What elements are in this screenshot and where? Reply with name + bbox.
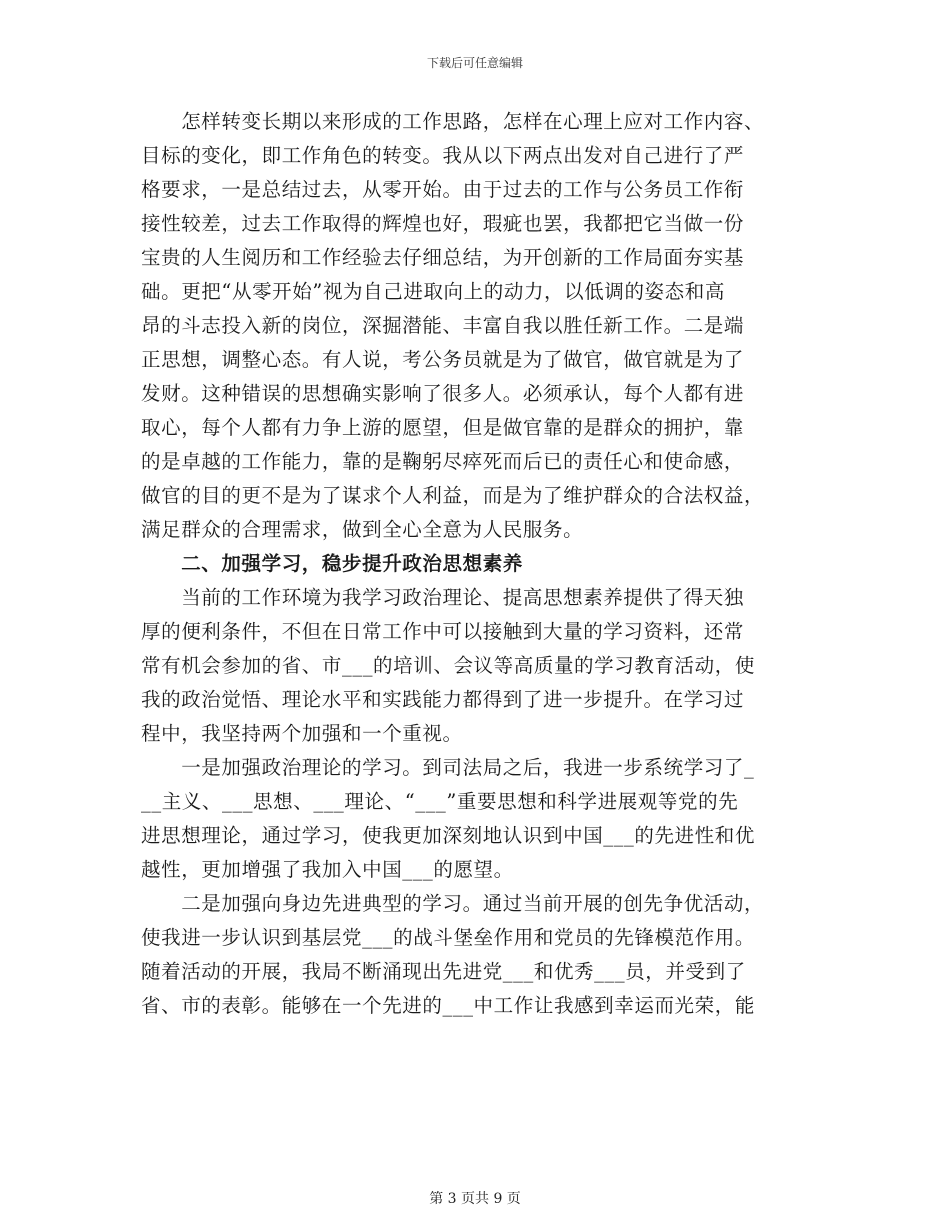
- paragraph-line: 目标的变化，即工作角色的转变。我从以下两点出发对自己进行了严: [141, 144, 745, 167]
- section-heading: 二、加强学习，稳步提升政治思想素养: [141, 552, 523, 575]
- document-body: [141, 105, 811, 1023]
- paragraph-line: 正思想，调整心态。有人说，考公务员就是为了做官，做官就是为了: [141, 348, 745, 371]
- paragraph-line: 的是卓越的工作能力，靠的是鞠躬尽瘁死而后已的责任心和使命感，: [141, 450, 745, 473]
- paragraph-line: 省、市的表彰。能够在一个先进的___中工作让我感到幸运而光荣，能: [141, 994, 755, 1017]
- paragraph-line: 使我进一步认识到基层党___的战斗堡垒作用和党员的先锋模范作用。: [141, 926, 755, 949]
- paragraph-line: 程中，我坚持两个加强和一个重视。: [141, 722, 463, 745]
- paragraph-line: 满足群众的合理需求，做到全心全意为人民服务。: [141, 518, 584, 541]
- paragraph-line: 二是加强向身边先进典型的学习。通过当前开展的创先争优活动，: [141, 892, 765, 915]
- paragraph-line: __主义、___思想、___理论、“___”重要思想和科学进展观等党的先: [141, 790, 739, 813]
- paragraph-line: 宝贵的人生阅历和工作经验去仔细总结，为开创新的工作局面夯实基: [141, 246, 745, 269]
- paragraph-line: 础。更把“从零开始”视为自己进取向上的动力，以低调的姿态和高: [141, 280, 725, 303]
- paragraph-line: 做官的目的更不是为了谋求个人利益，而是为了维护群众的合法权益，: [141, 484, 765, 507]
- paragraph-line: 厚的便利条件，不但在日常工作中可以接触到大量的学习资料，还常: [141, 620, 745, 643]
- paragraph-line: 怎样转变长期以来形成的工作思路，怎样在心理上应对工作内容、: [141, 110, 765, 133]
- paragraph-line: 昂的斗志投入新的岗位，深掘潜能、丰富自我以胜任新工作。二是端: [141, 314, 745, 337]
- paragraph-line: 常有机会参加的省、市___的培训、会议等高质量的学习教育活动，使: [141, 654, 755, 677]
- paragraph-line: 进思想理论，通过学习，使我更加深刻地认识到中国___的先进性和优: [141, 824, 755, 847]
- paragraph-line: 当前的工作环境为我学习政治理论、提高思想素养提供了得天独: [141, 586, 745, 609]
- paragraph-line: 越性，更加增强了我加入中国___的愿望。: [141, 858, 514, 881]
- paragraph-line: 格要求，一是总结过去，从零开始。由于过去的工作与公务员工作衔: [141, 178, 745, 201]
- page-footer: 第 3 页共 9 页: [429, 1191, 521, 1207]
- paragraph-line: 一是加强政治理论的学习。到司法局之后，我进一步系统学习了_: [141, 756, 755, 779]
- paragraph-line: 随着活动的开展，我局不断涌现出先进党___和优秀___员，并受到了: [141, 960, 746, 983]
- paragraph-line: 我的政治觉悟、理论水平和实践能力都得到了进一步提升。在学习过: [141, 688, 745, 711]
- paragraph-line: 发财。这种错误的思想确实影响了很多人。必须承认，每个人都有进: [141, 382, 745, 405]
- paragraph-line: 接性较差，过去工作取得的辉煌也好，瑕疵也罢，我都把它当做一份: [141, 212, 745, 235]
- page-header: 下载后可任意编辑: [426, 56, 523, 70]
- paragraph-line: 取心，每个人都有力争上游的愿望，但是做官靠的是群众的拥护，靠: [141, 416, 745, 439]
